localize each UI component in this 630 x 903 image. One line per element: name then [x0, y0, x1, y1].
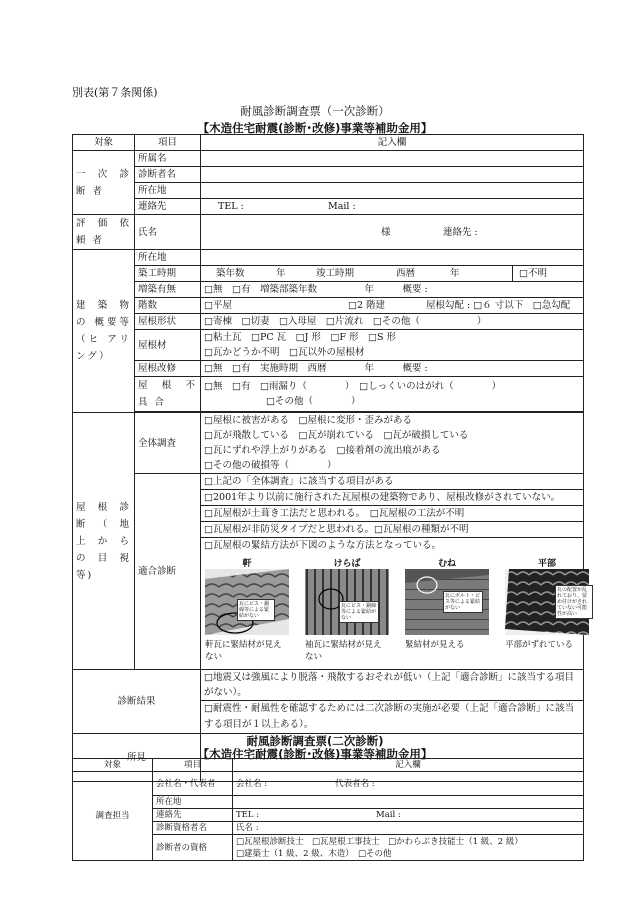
form2-table	[72, 758, 584, 861]
fit-diagnosis-cell	[201, 474, 588, 670]
form2-certname-field[interactable]: 氏名 :	[233, 822, 584, 835]
completion-unit: 年	[450, 268, 460, 279]
opinion-label: 所見	[73, 734, 201, 782]
diagnoser-affiliation-field[interactable]	[201, 151, 584, 167]
overall-line-2[interactable]: □瓦が飛散している □瓦が崩れている □瓦が破損している	[204, 430, 469, 441]
roof-diagnosis-section-label: 屋 根 診 断 （ 地 上 か ら の 目 視 等)	[73, 413, 135, 670]
diagnoser-name-label: 診断者名	[135, 167, 201, 183]
fit-diagnosis-label: 適合診断	[135, 474, 201, 670]
fit-line-3[interactable]: □瓦屋根が土葺き工法だと思われる。 □瓦屋根の工法が不明	[201, 506, 583, 522]
form2-contact-label: 連絡先	[153, 809, 233, 822]
requester-section-label: 評 価 依 頼 者	[73, 215, 135, 250]
diagnoser-address-field[interactable]	[201, 183, 584, 199]
roof-shape-label: 屋根形状	[135, 314, 201, 330]
roof-defect-line2[interactable]: □その他（ ）	[266, 396, 361, 407]
photo-flat-caption: 平部	[537, 559, 556, 569]
form2-location-field[interactable]	[233, 796, 584, 809]
photo-flat-image	[505, 569, 589, 635]
photo-verge-image	[305, 569, 389, 635]
diagnoser-affiliation-label: 所属名	[135, 151, 201, 167]
requester-name-label: 氏名	[135, 215, 201, 250]
overall-survey-label: 全体調査	[135, 413, 201, 474]
roof-defect-options[interactable]	[201, 377, 584, 412]
roof-material-options[interactable]	[201, 330, 584, 361]
form2-section-label: 調査担当	[73, 772, 153, 861]
photo-eaves	[205, 557, 289, 663]
photo-verge-note: 袖瓦に緊結材が見えない	[305, 640, 382, 662]
diagnoser-contact-label: 連絡先	[135, 199, 201, 215]
photo-ridge-caption: むね	[437, 559, 456, 569]
diagnoser-name-field[interactable]	[201, 167, 584, 183]
photo-eaves-callout: 瓦にビス・銅線等による緊結がない	[237, 599, 275, 621]
roof-pitch-options[interactable]: 屋根勾配 : □６ 寸以下 □急勾配	[426, 300, 571, 311]
floors-field[interactable]	[201, 298, 584, 314]
building-location-label: 所在地	[135, 250, 201, 266]
photo-eaves-note: 軒瓦に緊結材が見えない	[205, 640, 282, 662]
photo-ridge-image	[405, 569, 489, 635]
form2-qualification-line1[interactable]: □瓦屋根診断技士 □瓦屋根工事技士 □かわらぶき技能士（1 級、2 級）	[236, 836, 523, 847]
photo-eaves-image	[205, 569, 289, 635]
fastening-photo-row	[201, 553, 588, 663]
photo-flat	[505, 557, 589, 663]
form2-location-label: 所在地	[153, 796, 233, 809]
form1-subtitle: 【木造住宅耐震(診断･改修)事業等補助金用】	[197, 121, 433, 135]
header-entry: 記入欄	[201, 135, 584, 151]
form2-header-entry: 記入欄	[233, 759, 584, 772]
header-target: 対象	[73, 135, 135, 151]
photo-flat-note: 平部がずれている	[505, 640, 574, 650]
diagnoser-address-label: 所在地	[135, 183, 201, 199]
roof-defect-label: 屋 根 不 具 合	[135, 377, 201, 412]
two-storey-checkbox[interactable]: □2 階建	[348, 300, 386, 311]
mail-label: Mail :	[328, 201, 356, 212]
diagnoser-contact-field[interactable]	[201, 199, 584, 215]
form1-table	[72, 134, 588, 782]
photo-eaves-caption: 軒	[242, 559, 252, 569]
tel-label: TEL :	[218, 201, 244, 212]
form2-header-item: 項目	[153, 759, 233, 772]
roof-renovation-label: 屋根改修	[135, 361, 201, 377]
floors-label: 階数	[135, 298, 201, 314]
document-label: 別表(第７条関係)	[72, 86, 158, 99]
form2-mail-label: Mail :	[376, 810, 401, 820]
fit-line-5[interactable]: □瓦屋根の緊結方法が下図のような方法となっている。	[204, 540, 441, 551]
extension-field[interactable]: □無 □有 増築部築年数 年 概要 :	[201, 282, 584, 298]
form2-company-field[interactable]: 会社名 : 代表者名 :	[233, 772, 584, 796]
photo-flat-callout: 瓦の配置が乱れており、留め付けがされていない可能性が高い	[555, 585, 593, 619]
photo-ridge	[405, 557, 489, 663]
roof-renovation-field[interactable]: □無 □有 実施時期 西暦 年 概要 :	[201, 361, 584, 377]
fit-line-2[interactable]: □2001年より以前に施行された瓦屋根の建築物であり、屋根改修がされていない。	[201, 490, 583, 506]
photo-ridge-callout: 瓦にボルト・ビス等による緊結がない	[443, 591, 483, 613]
result-line-2[interactable]: □耐震性・耐風性を確認するためには二次診断の実施が必要（上記「適合診断」に該当する項目が１以上ある）。	[204, 703, 574, 730]
form2-qualification-options[interactable]	[233, 835, 584, 861]
building-section-label: 建 築 物 の 概要等（ヒ アリング）	[73, 250, 135, 413]
roof-shape-options[interactable]: □寄棟 □切妻 □入母屋 □片流れ □その他（ ）	[201, 314, 584, 330]
form2-company-label: 会社名・代表者	[153, 772, 233, 796]
diagnoser-section-label: 一 次 診 断 者	[73, 151, 135, 215]
form2-contact-field[interactable]	[233, 809, 584, 822]
form2-tel-label: TEL :	[236, 810, 260, 820]
photo-verge-callout: 瓦にビス・銅線等による緊結がない	[339, 601, 379, 623]
form2-certname-label: 診断資格者名	[153, 822, 233, 835]
requester-name-field[interactable]	[201, 215, 584, 250]
roof-defect-line1[interactable]: □無 □有 □雨漏り（ ） □しっくいのはがれ（ ）	[204, 381, 502, 392]
requester-honorific: 様	[381, 226, 391, 238]
photo-verge-caption: けらば	[333, 559, 361, 569]
result-options[interactable]	[201, 670, 584, 734]
form1-title: 耐風診断調査票（一次診断）	[240, 104, 390, 118]
roof-material-label: 屋根材	[135, 330, 201, 361]
completion-unknown-checkbox[interactable]: □不明	[512, 266, 547, 281]
single-storey-checkbox[interactable]: □平屋	[204, 300, 232, 311]
roof-material-line1[interactable]: □粘土瓦 □PC 瓦 □J 形 □F 形 □S 形	[204, 332, 397, 343]
completion-era: 西暦	[396, 268, 416, 279]
overall-line-1[interactable]: □屋根に被害がある □屋根に変形・歪みがある	[204, 415, 412, 426]
result-label: 診断結果	[73, 670, 201, 734]
requester-contact-label: 連絡先 :	[443, 226, 478, 238]
form2-title: 耐風診断調査票(二次診断)	[246, 734, 384, 748]
building-period-label: 築工時期	[135, 266, 201, 282]
extension-label: 増築有無	[135, 282, 201, 298]
result-line-1[interactable]: □地震又は強風により脱落・飛散するおそれが低い（上記「適合診断」に該当する項目がない）。	[201, 670, 583, 701]
photo-verge	[305, 557, 389, 663]
form2-subtitle: 【木造住宅耐震(診断･改修)事業等補助金用】	[197, 747, 433, 761]
building-location-field[interactable]	[201, 250, 584, 266]
building-period-field[interactable]	[201, 266, 584, 282]
header-item: 項目	[135, 135, 201, 151]
overall-survey-options[interactable]	[201, 413, 584, 474]
overall-line-3[interactable]: □瓦にずれや浮上がりがある □接着剤の流出痕がある	[204, 445, 441, 456]
photo-ridge-note: 緊結材が見える	[405, 640, 465, 650]
roof-material-line2[interactable]: □瓦かどうか不明 □瓦以外の屋根材	[204, 347, 365, 358]
form2-qualification-line2[interactable]: □建築士（1 級、2 級、木造） □その他	[236, 848, 392, 859]
overall-line-4[interactable]: □その他の破損等（ ）	[204, 460, 337, 471]
form2-qualification-label: 診断者の資格	[153, 835, 233, 861]
fit-line-4[interactable]: □瓦屋根が非防災タイプだと思われる。□瓦屋根の種類が不明	[201, 522, 583, 538]
completion-label: 竣工時期	[316, 268, 355, 279]
fit-line-1[interactable]: □上記の「全体調査」に該当する項目がある	[201, 474, 583, 490]
built-years-unit: 年	[276, 268, 286, 279]
built-years-label: 築年数	[216, 268, 245, 279]
form2-header-target: 対象	[73, 759, 153, 772]
